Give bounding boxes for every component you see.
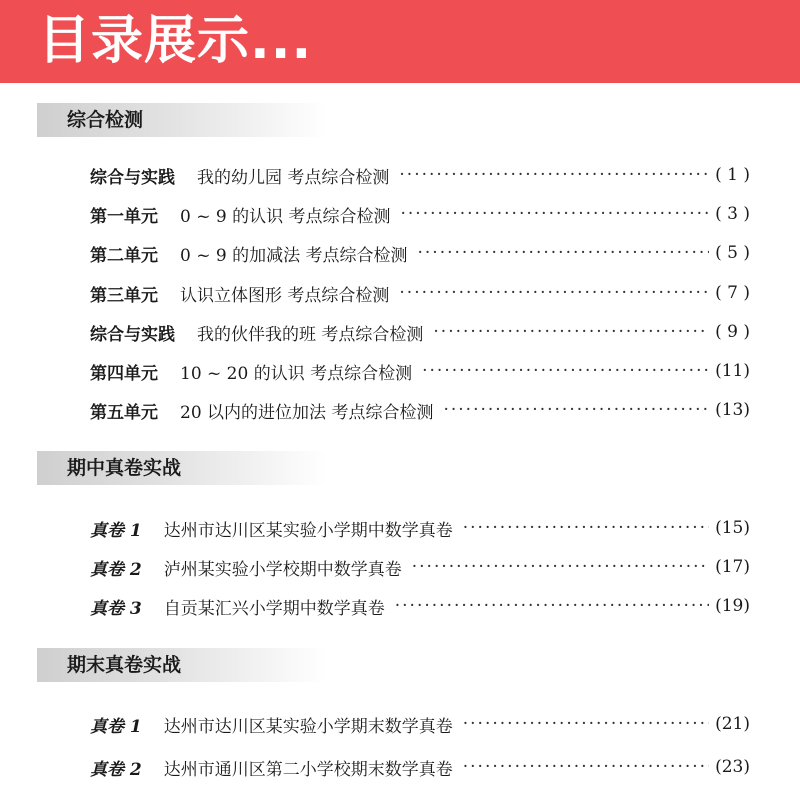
toc-row[interactable] xyxy=(90,753,750,781)
leader-dots xyxy=(418,243,710,263)
toc-label: 真卷 1 xyxy=(90,716,142,737)
toc-page: (17) xyxy=(715,557,750,577)
toc-row[interactable] xyxy=(90,396,750,424)
leader-dots xyxy=(433,322,709,342)
toc-page: ( 9 ) xyxy=(715,322,750,342)
section-heading: 综合检测 xyxy=(67,109,144,131)
toc-row[interactable] xyxy=(90,239,750,267)
toc-row[interactable] xyxy=(90,592,750,620)
toc-page: ( 7 ) xyxy=(715,283,750,303)
toc-title: 认识立体图形 考点综合检测 xyxy=(180,285,390,306)
toc-label: 真卷 2 xyxy=(90,559,142,580)
toc-page: (11) xyxy=(715,361,750,381)
toc-label: 真卷 2 xyxy=(90,759,142,780)
toc-label: 第五单元 xyxy=(90,402,158,423)
toc-row[interactable] xyxy=(90,200,750,228)
leader-dots xyxy=(422,361,709,381)
toc-page: (21) xyxy=(715,714,750,734)
toc-label: 第二单元 xyxy=(90,245,158,266)
toc-label: 第四单元 xyxy=(90,363,158,384)
leader-dots xyxy=(399,283,709,303)
toc-page: ( 1 ) xyxy=(715,165,750,185)
toc-label: 综合与实践 xyxy=(90,167,175,188)
toc-row[interactable] xyxy=(90,357,750,385)
leader-dots xyxy=(463,757,709,777)
toc-page: ( 3 ) xyxy=(715,204,750,224)
toc-label: 真卷 1 xyxy=(90,520,142,541)
toc-title: 10 ~ 20 的认识 考点综合检测 xyxy=(180,363,413,384)
toc-title: 我的幼儿园 考点综合检测 xyxy=(197,167,390,188)
leader-dots xyxy=(395,596,709,616)
toc-page: ( 5 ) xyxy=(715,243,750,263)
leader-dots xyxy=(401,204,710,224)
toc-page: (19) xyxy=(715,596,750,616)
toc-page: (23) xyxy=(715,757,750,777)
toc-row[interactable] xyxy=(90,318,750,346)
toc-label: 第三单元 xyxy=(90,285,158,306)
section-header-midterm xyxy=(37,451,327,485)
leader-dots xyxy=(463,714,709,734)
section-heading: 期末真卷实战 xyxy=(67,654,182,676)
toc-page: (13) xyxy=(715,400,750,420)
toc-title: 泸州某实验小学校期中数学真卷 xyxy=(163,559,402,580)
toc-row[interactable] xyxy=(90,710,750,738)
leader-dots xyxy=(443,400,709,420)
toc-label: 第一单元 xyxy=(90,206,158,227)
leader-dots xyxy=(463,518,709,538)
toc-title: 20 以内的进位加法 考点综合检测 xyxy=(180,402,434,423)
toc-row[interactable] xyxy=(90,514,750,542)
section-heading: 期中真卷实战 xyxy=(67,457,182,479)
section-header-final xyxy=(37,648,327,682)
toc-row[interactable] xyxy=(90,161,750,189)
toc-title: 达州市通川区第二小学校期末数学真卷 xyxy=(163,759,453,780)
toc-title: 我的伙伴我的班 考点综合检测 xyxy=(197,324,424,345)
section-header-comprehensive xyxy=(37,103,327,137)
toc-row[interactable] xyxy=(90,279,750,307)
toc-title: 0 ~ 9 的认识 考点综合检测 xyxy=(180,206,391,227)
toc-page: (15) xyxy=(715,518,750,538)
toc-title: 达州市达川区某实验小学期末数学真卷 xyxy=(163,716,453,737)
toc-title: 达州市达川区某实验小学期中数学真卷 xyxy=(163,520,453,541)
leader-dots xyxy=(412,557,709,577)
toc-label: 真卷 3 xyxy=(90,598,142,619)
toc-title: 自贡某汇兴小学期中数学真卷 xyxy=(163,598,385,619)
banner-title: 目录展示... xyxy=(38,11,313,71)
toc-row[interactable] xyxy=(90,553,750,581)
toc-title: 0 ~ 9 的加减法 考点综合检测 xyxy=(180,245,408,266)
banner xyxy=(0,0,800,83)
toc-label: 综合与实践 xyxy=(90,324,175,345)
leader-dots xyxy=(399,165,709,185)
